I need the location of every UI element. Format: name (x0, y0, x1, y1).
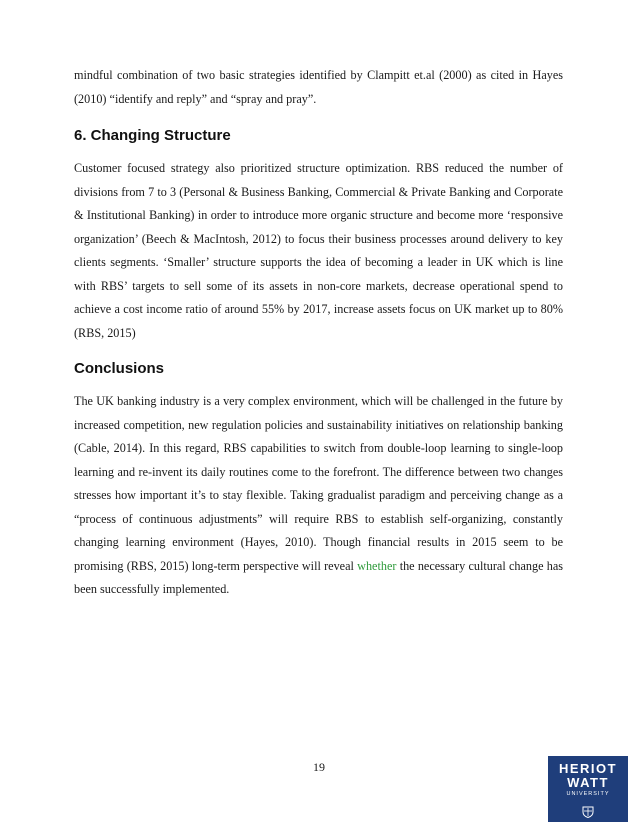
conclusions-text-before: The UK banking industry is a very complex environment, which will be challenged in the future by increased competition, new regulation policies and sustainability initiatives on relationship banking (Cable, 2014). In this regard, RBS capabilities to switch from double-loop learning to single-loop learning and re-invent its daily routines come to the forefront. The difference between two changes stresses how important it’s to stay flexible. Taking gradualist paradigm and perceiving change as a “process of continuous adjustments” will require RBS to establish self-organizing, constantly changing learning environment (Hayes, 2010). Though financial results in 2015 seem to be promising (RBS, 2015) long-term perspective will reveal (74, 394, 563, 573)
conclusions-paragraph (74, 390, 563, 602)
highlighted-word: whether (357, 558, 397, 573)
intro-paragraph: mindful combination of two basic strategies identified by Clampitt et.al (2000) as cited in Hayes (2010) “identify and reply” and “spray and pray”. (74, 68, 563, 106)
crest-icon (582, 806, 594, 818)
section-heading-changing-structure: 6. Changing Structure (74, 127, 231, 144)
heriot-watt-logo (548, 756, 628, 822)
changing-structure-paragraph: Customer focused strategy also prioritized structure optimization. RBS reduced the number of divisions from 7 to 3 (Personal & Business Banking, Commercial & Private Banking and Corporate & Institutional Banking) in order to introduce more organic structure and become more ‘responsive organization’ (Beech & MacIntosh, 2012) to focus their business processes around delivery to key clients segments. ‘Smaller’ structure supports the idea of becoming a leader in UK which is line with RBS’ targets to sell some of its assets in non-core markets, decrease operational spend to achieve a cost income ratio of around 55% by 2017, increase assets focus on UK market up to 80% (RBS, 2015) (74, 161, 563, 340)
conclusions-text-after: the necessary cultural change has been successfully implemented. (74, 558, 563, 596)
logo-text-university: UNIVERSITY (566, 791, 610, 797)
section-heading-conclusions: Conclusions (74, 360, 165, 377)
logo-text-watt: WATT (567, 775, 609, 790)
page-number: 19 (313, 760, 325, 774)
logo-text-heriot: HERIOT (558, 761, 618, 776)
document-page (74, 64, 563, 602)
